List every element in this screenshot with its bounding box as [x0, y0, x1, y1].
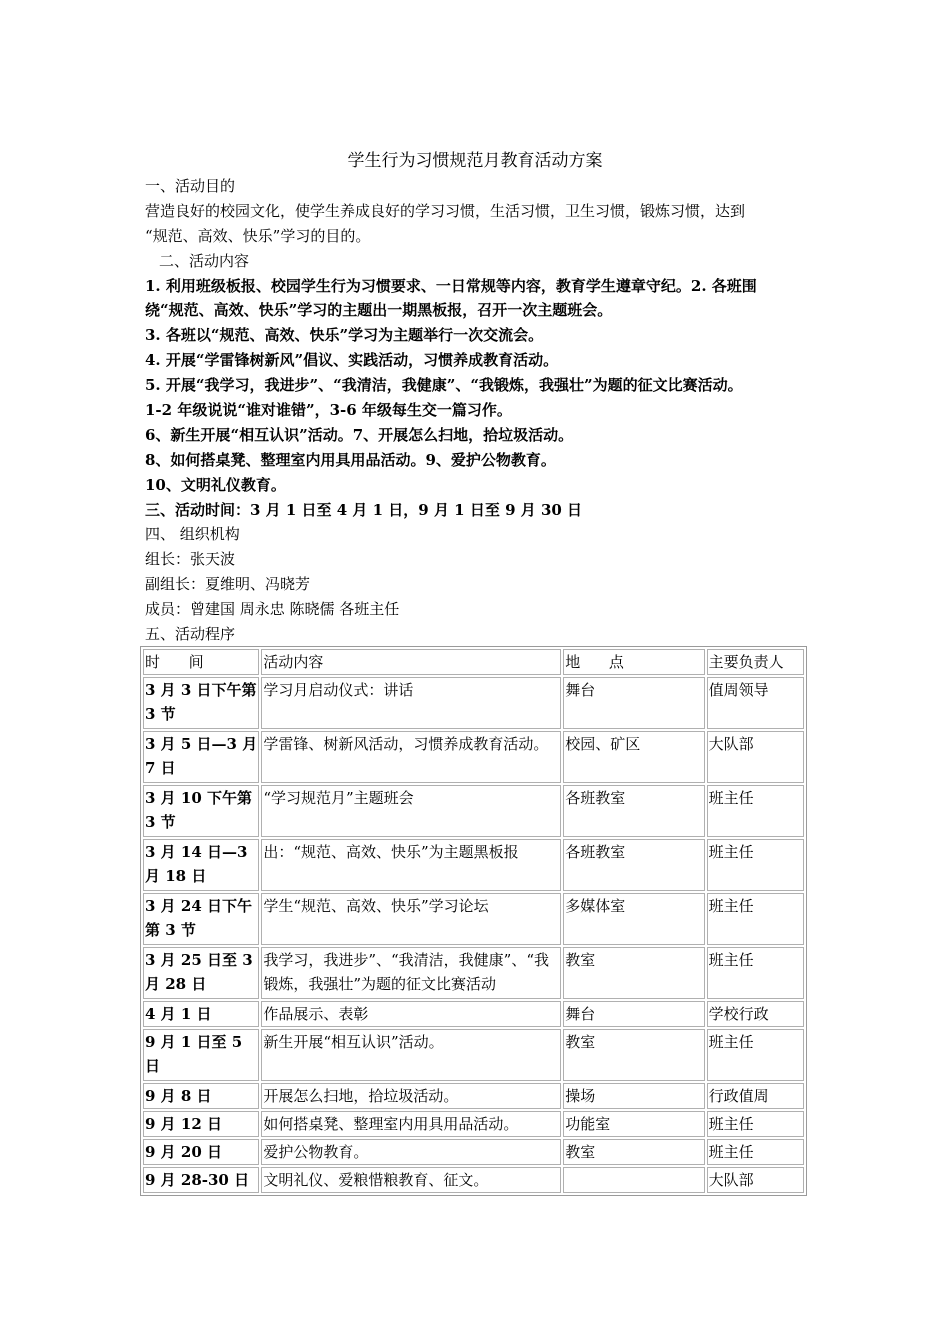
- cell-owner: 班主任: [707, 1029, 804, 1081]
- table-row: [143, 1139, 804, 1165]
- text-line: 3. 各班以“规范、高效、快乐”学习为主题举行一次交流会。: [145, 326, 544, 345]
- table-row: [143, 1167, 804, 1193]
- document-body: [145, 174, 825, 647]
- cell-time: 3 月 24 日下午第 3 节: [143, 893, 259, 945]
- text-line: 8、如何搭桌凳、整理室内用具用品活动。9、爱护公物教育。: [145, 450, 556, 469]
- text-line: 1. 利用班级板报、校园学生行为习惯要求、一日常规等内容，教育学生遵章守纪。2. 各班围: [145, 276, 757, 295]
- cell-time: 4 月 1 日: [143, 1001, 259, 1027]
- table-row: [143, 839, 804, 891]
- text-line: 四、 组织机构: [145, 525, 240, 544]
- table-header-row: [143, 649, 804, 675]
- text-line: 二、活动内容: [159, 251, 250, 270]
- cell-place: 操场: [563, 1083, 704, 1109]
- cell-content: 爱护公物教育。: [261, 1139, 561, 1165]
- cell-owner: 班主任: [707, 893, 804, 945]
- cell-owner: 行政值周: [707, 1083, 804, 1109]
- text-line: 三、活动时间：3 月 1 日至 4 月 1 日，9 月 1 日至 9 月 30 日: [145, 500, 583, 519]
- cell-time: 9 月 28-30 日: [143, 1167, 259, 1193]
- text-line: 副组长：夏维明、冯晓芳: [145, 575, 311, 594]
- cell-content: 出：“规范、高效、快乐”为主题黑板报: [261, 839, 561, 891]
- text-line: 6、新生开展“相互认识”活动。7、开展怎么扫地，拾垃圾活动。: [145, 425, 574, 444]
- cell-time: 3 月 14 日—3 月 18 日: [143, 839, 259, 891]
- cell-place: 各班教室: [563, 839, 704, 891]
- cell-owner: 班主任: [707, 785, 804, 837]
- cell-place: 教室: [563, 1139, 704, 1165]
- header-owner: 主要负责人: [707, 649, 804, 675]
- text-line: 绕“规范、高效、快乐”学习的主题出一期黑板报，召开一次主题班会。: [145, 301, 613, 320]
- text-line: 成员：曾建国 周永忠 陈晓儒 各班主任: [145, 600, 400, 619]
- header-time: 时 间: [143, 649, 259, 675]
- text-line: 营造良好的校园文化，使学生养成良好的学习习惯，生活习惯，卫生习惯，锻炼习惯，达到: [145, 201, 746, 220]
- table-row: [143, 893, 804, 945]
- text-line: “规范、高效、快乐”学习的目的。: [145, 226, 371, 245]
- text-line: 组长：张天波: [145, 550, 236, 569]
- cell-place: 舞台: [563, 677, 704, 729]
- cell-content: 作品展示、表彰: [261, 1001, 561, 1027]
- cell-content: 学习月启动仪式：讲话: [261, 677, 561, 729]
- cell-place: 多媒体室: [563, 893, 704, 945]
- cell-owner: 值周领导: [707, 677, 804, 729]
- cell-time: 9 月 8 日: [143, 1083, 259, 1109]
- cell-content: 新生开展“相互认识”活动。: [261, 1029, 561, 1081]
- cell-place: 教室: [563, 1029, 704, 1081]
- cell-owner: 大队部: [707, 1167, 804, 1193]
- cell-place: [563, 1167, 704, 1193]
- cell-owner: 班主任: [707, 839, 804, 891]
- cell-time: 3 月 5 日—3 月 7 日: [143, 731, 259, 783]
- cell-time: 9 月 1 日至 5 日: [143, 1029, 259, 1081]
- cell-place: 教室: [563, 947, 704, 999]
- cell-content: 学生“规范、高效、快乐”学习论坛: [261, 893, 561, 945]
- text-line: 10、文明礼仪教育。: [145, 475, 286, 494]
- cell-content: 我学习，我进步”、“我清洁，我健康”、“我锻炼，我强壮”为题的征文比赛活动: [261, 947, 561, 999]
- cell-time: 3 月 10 下午第 3 节: [143, 785, 259, 837]
- cell-time: 3 月 25 日至 3 月 28 日: [143, 947, 259, 999]
- table-row: [143, 677, 804, 729]
- text-line: 五、活动程序: [145, 625, 236, 644]
- text-line: 一、活动目的: [145, 177, 236, 195]
- cell-owner: 班主任: [707, 1111, 804, 1137]
- table-row: [143, 1001, 804, 1027]
- cell-time: 3 月 3 日下午第 3 节: [143, 677, 259, 729]
- text-line: 1-2 年级说说“谁对谁错”，3-6 年级每生交一篇习作。: [145, 401, 512, 420]
- cell-time: 9 月 12 日: [143, 1111, 259, 1137]
- cell-content: 文明礼仪、爱粮惜粮教育、征文。: [261, 1167, 561, 1193]
- cell-place: 校园、矿区: [563, 731, 704, 783]
- cell-content: “学习规范月”主题班会: [261, 785, 561, 837]
- table-row: [143, 785, 804, 837]
- header-content: 活动内容: [261, 649, 561, 675]
- cell-content: 如何搭桌凳、整理室内用具用品活动。: [261, 1111, 561, 1137]
- table-row: [143, 1029, 804, 1081]
- table-row: [143, 731, 804, 783]
- text-line: 4. 开展“学雷锋树新风”倡议、实践活动，习惯养成教育活动。: [145, 351, 559, 370]
- header-place: 地 点: [563, 649, 704, 675]
- table-row: [143, 1083, 804, 1109]
- document-title: 学生行为习惯规范月教育活动方案: [347, 151, 603, 171]
- text-line: 5. 开展“我学习，我进步”、“我清洁，我健康”、“我锻炼，我强壮”为题的征文比赛活动。: [145, 376, 743, 395]
- cell-owner: 班主任: [707, 947, 804, 999]
- cell-place: 舞台: [563, 1001, 704, 1027]
- cell-owner: 学校行政: [707, 1001, 804, 1027]
- activity-schedule-table: [140, 646, 807, 1196]
- cell-owner: 班主任: [707, 1139, 804, 1165]
- table-row: [143, 1111, 804, 1137]
- table-row: [143, 947, 804, 999]
- cell-owner: 大队部: [707, 731, 804, 783]
- cell-content: 开展怎么扫地，拾垃圾活动。: [261, 1083, 561, 1109]
- cell-content: 学雷锋、树新风活动，习惯养成教育活动。: [261, 731, 561, 783]
- cell-time: 9 月 20 日: [143, 1139, 259, 1165]
- cell-place: 各班教室: [563, 785, 704, 837]
- cell-place: 功能室: [563, 1111, 704, 1137]
